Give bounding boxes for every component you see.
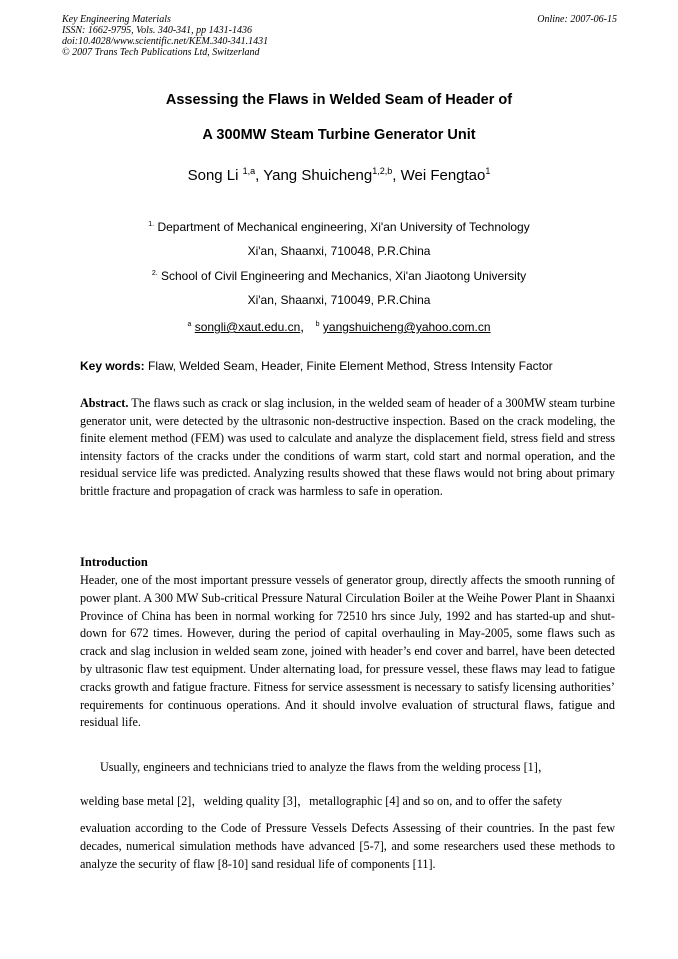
- email-separator: ，: [300, 320, 313, 334]
- online-date: Online: 2007-06-15: [537, 14, 617, 25]
- keywords-label: Key words:: [80, 359, 145, 373]
- journal-copyright: © 2007 Trans Tech Publications Ltd, Switzerland: [62, 47, 260, 58]
- author-affiliation-mark: 1,2,b: [372, 166, 393, 176]
- email-mark: a: [187, 321, 192, 328]
- author-affiliation-mark: 1,a: [242, 166, 256, 176]
- email-link-a[interactable]: songli@xaut.edu.cn: [194, 320, 301, 334]
- journal-header: [62, 14, 617, 58]
- journal-name: Key Engineering Materials: [62, 14, 171, 25]
- affiliation-1-line-2: Xi'an, Shaanxi, 710048, P.R.China: [247, 244, 431, 258]
- introduction-paragraph-2-line-1: Usually, engineers and technicians tried to analyze the flaws from the welding process [1]，: [100, 760, 550, 774]
- journal-issn: ISSN: 1662-9795, Vols. 340-341, pp 1431-1436: [62, 25, 252, 36]
- author-list: [0, 167, 678, 184]
- abstract-text: The flaws such as crack or slag inclusion, in the welded seam of header of a 300MW steam turbine generator unit, were detected by the ultrasonic non-destructive inspection. Based on the crack modeling, the finite element method (FEM) was used to calculate and analyze the displacement field, stress field and stress intensity factors of the cracks under the conditions of warm start, cold start and normal operation, and the residual service life was predicted. Analyzing results showed that these flaws would not bring about primary brittle fracture and propagation of crack was harmless to safe in operation.: [80, 396, 615, 498]
- author-name: Yang Shuicheng: [263, 167, 373, 184]
- affiliation-2-line-2: Xi'an, Shaanxi, 710049, P.R.China: [247, 293, 431, 307]
- author-name: Song Li: [187, 167, 243, 184]
- affiliation-mark: 2.: [151, 270, 158, 277]
- affiliation-text: School of Civil Engineering and Mechanics, Xi'an Jiaotong University: [157, 269, 527, 283]
- affiliation-2-line-1: [0, 269, 678, 283]
- introduction-paragraph-1: Header, one of the most important pressure vessels of generator group, directly affects the smooth running of power plant. A 300 MW Sub-critical Pressure Natural Circulation Boiler at the Weihe Power Plant in Shaanxi Province of China has been in normal working for 72510 hrs since July, 1992 and has started-up and shut-down for 672 times. However, during the period of capital overhauling in May-2005, some flaws such as crack and slag inclusion in welded seam zone, joined with header’s end cover and barrel, have been detected by ultrasonic flaw test equipment. Under alternating load, for pressure vessel, these flaws may lead to fatigue cracks growth and fatigue fracture. Fitness for service assessment is necessary to satisfy licensing authorities’ requirements for continuous operations. And it should involve evaluation of structural flaws, fatigue and residual life.: [80, 573, 615, 730]
- abstract: [80, 395, 615, 500]
- paper-title-line-2: A 300MW Steam Turbine Generator Unit: [202, 127, 476, 143]
- section-heading-introduction: Introduction: [80, 555, 148, 569]
- introduction-paragraph-2-line-2: welding base metal [2]，welding quality [3]，metallographic [4] and so on, and to offer the safety: [80, 794, 563, 808]
- author-emails: [0, 318, 678, 335]
- author-separator: ,: [255, 167, 264, 184]
- paper-title-line-1: Assessing the Flaws in Welded Seam of Header of: [165, 92, 513, 108]
- affiliation-1-line-1: [0, 220, 678, 234]
- introduction-paragraph-2-rest: evaluation according to the Code of Pressure Vessels Defects Assessing of their countries. In the past few decades, numerical simulation methods have advanced [5-7], and some researchers used these methods to analyze the security of flaw [8-10] sand residual life of components [11].: [80, 821, 615, 871]
- keywords-text: Flaw, Welded Seam, Header, Finite Element Method, Stress Intensity Factor: [144, 359, 553, 373]
- email-mark: b: [315, 321, 320, 328]
- author-name: Wei Fengtao: [400, 167, 486, 184]
- email-link-b[interactable]: yangshuicheng@yahoo.com.cn: [322, 320, 491, 334]
- keywords: [80, 359, 620, 373]
- journal-doi: doi:10.4028/www.scientific.net/KEM.340-341.1431: [62, 36, 269, 47]
- author-affiliation-mark: 1: [485, 166, 491, 176]
- author-separator: ,: [392, 167, 401, 184]
- affiliation-mark: 1.: [148, 221, 155, 228]
- affiliation-text: Department of Mechanical engineering, Xi'an University of Technology: [154, 220, 530, 234]
- abstract-label: Abstract.: [80, 396, 129, 410]
